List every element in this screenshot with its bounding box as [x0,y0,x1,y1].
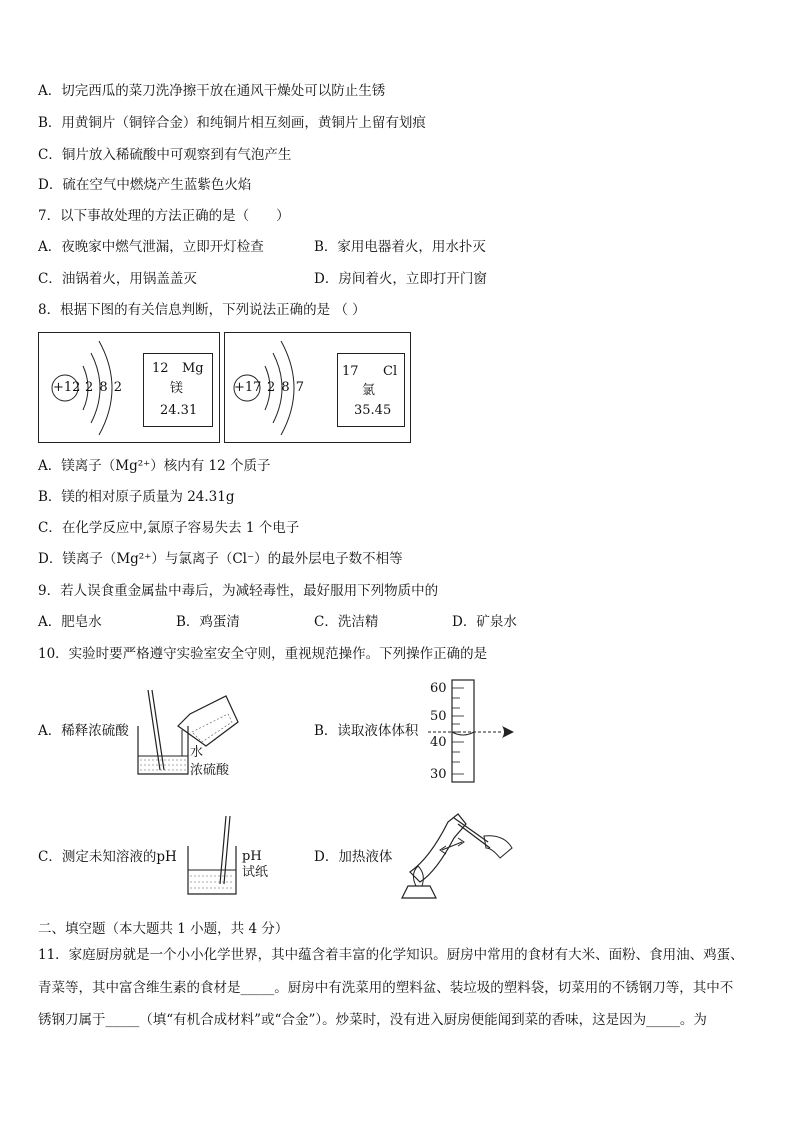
ph-test-illustration [180,812,250,898]
water-label: 水 [190,745,204,760]
q7-option-c: C．油锅着火，用锅盖盖灭 [38,271,197,287]
q10-stem: 10．实验时要严格遵守实验室安全守则，重视规范操作。下列操作正确的是 [38,646,488,662]
q6-option-c: C．铜片放入稀硫酸中可观察到有气泡产生 [38,147,292,163]
heating-liquid-illustration [396,802,520,902]
tick-50: 50 [430,709,447,724]
q10-option-d: D．加热液体 [314,849,393,865]
q10-option-b: B．读取液体体积 [314,723,419,739]
tick-60: 60 [430,681,447,696]
q6-option-d: D．硫在空气中燃烧产生蓝紫色火焰 [38,177,252,193]
mg-nucleus-charge: +12 [53,380,81,395]
q9-option-d: D．矿泉水 [452,614,517,630]
q11-line-2: 青菜等，其中富含维生素的食材是_____。厨房中有洗菜用的塑料盆、装垃圾的塑料袋，切菜用的不锈钢刀等，其中不 [38,980,734,996]
tick-40: 40 [430,735,447,750]
test-paper-label: 试纸 [242,865,269,880]
q7-option-d: D．房间着火，立即打开门窗 [314,271,487,287]
mg-symbol: Mg [182,361,204,376]
ph-label: pH [242,849,262,864]
q8-option-d: D．镁离子（Mg²⁺）与氯离子（Cl⁻）的最外层电子数不相等 [38,551,403,567]
q8-option-a: A．镁离子（Mg²⁺）核内有 12 个质子 [38,458,271,474]
cl-atomic-number: 17 [342,364,359,379]
mg-atomic-number: 12 [152,361,169,376]
mg-element-cell [143,353,213,427]
cl-element-cell [337,353,405,427]
q7-option-a: A．夜晚家中燃气泄漏，立即开灯检查 [38,239,264,255]
concentrated-acid-label: 浓硫酸 [190,763,230,778]
q7-option-b: B．家用电器着火，用水扑灭 [314,239,486,255]
q6-option-a: A．切完西瓜的菜刀洗净擦干放在通风干燥处可以防止生锈 [38,83,386,99]
q9-option-a: A．肥皂水 [38,614,102,630]
q10-option-c: C．测定未知溶液的pH [38,849,177,865]
q8-option-c: C．在化学反应中,氯原子容易失去 1 个电子 [38,520,300,536]
magnesium-figure [38,332,220,443]
cl-nucleus-charge: +17 [234,380,262,395]
q9-stem: 9．若人误食重金属盐中毒后，为减轻毒性，最好服用下列物质中的 [38,583,439,599]
cl-atomic-mass: 35.45 [354,403,392,418]
tick-30: 30 [430,767,447,782]
q11-line-1: 11．家庭厨房就是一个小小化学世界，其中蕴含着丰富的化学知识。厨房中常用的食材有大米、面粉、食用油、鸡蛋、 [38,947,744,963]
section-2-title: 二、填空题（本大题共 1 小题，共 4 分） [38,921,289,937]
cl-symbol: Cl [383,364,398,379]
q11-line-3: 锈钢刀属于_____（填“有机合成材料”或“合金”）。炒菜时，没有进入厨房便能闻到菜的香味，这是因为_____。为 [38,1012,707,1028]
cl-name: 氯 [362,383,376,398]
cl-electron-shells: 2 8 7 [267,380,306,395]
q7-stem: 7．以下事故处理的方法正确的是（ ） [38,208,290,224]
q10-option-a: A．稀释浓硫酸 [38,723,129,739]
q8-stem: 8．根据下图的有关信息判断，下列说法正确的是 （ ） [38,302,366,318]
mg-electron-shells: 2 8 2 [85,380,124,395]
q6-option-b: B．用黄铜片（铜锌合金）和纯铜片相互刻画，黄铜片上留有划痕 [38,115,426,131]
mg-atomic-mass: 24.31 [160,403,198,418]
q8-option-b: B．镁的相对原子质量为 24.31g [38,489,235,505]
chlorine-figure [224,332,411,443]
mg-name: 镁 [170,381,184,396]
q9-option-c: C．洗洁精 [314,614,379,630]
q9-option-b: B．鸡蛋清 [176,614,240,630]
